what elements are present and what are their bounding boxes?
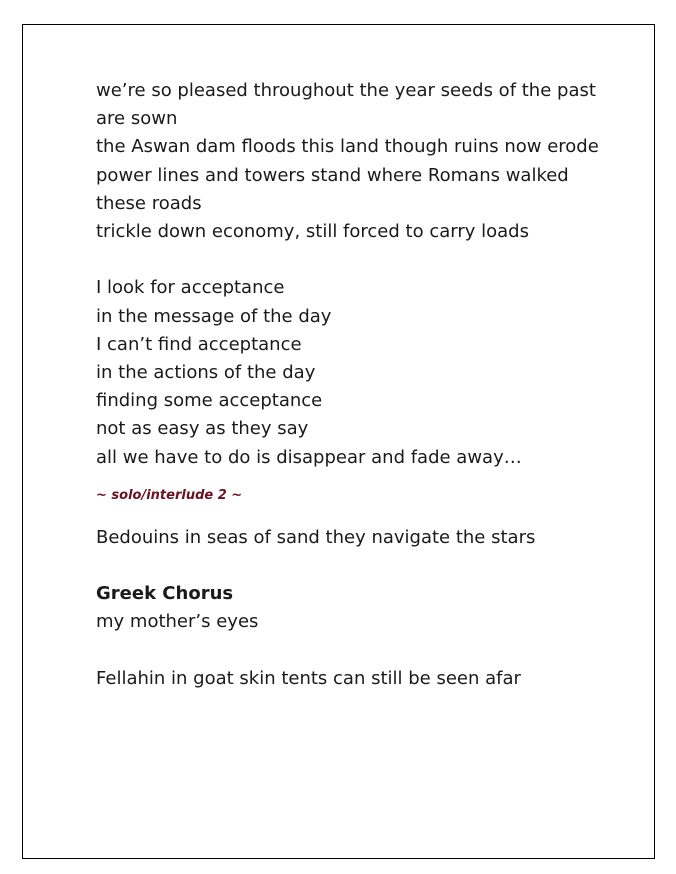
fellahin-line: Fellahin in goat skin tents can still be seen afar [96,667,521,689]
bedouins-line: Bedouins in seas of sand they navigate the stars [96,526,536,548]
chorus-line: my mother’s eyes [96,611,259,633]
lyric-line: in the message of the day [96,305,332,327]
stanza-gap [96,552,586,580]
lyric-line: all we have to do is disappear and fade away… [96,446,522,468]
lyric-line: trickle down economy, still forced to carry loads [96,221,529,243]
interlude-marker: ~ solo/interlude 2 ~ [96,487,243,503]
stanza-gap [96,637,586,665]
lyric-line: the Aswan dam floods this land though ruins now erode [96,136,599,158]
lyric-line: power lines and towers stand where Romans walked [96,164,569,186]
document-page [22,24,655,859]
lyrics-body [96,77,599,693]
lyric-line: we’re so pleased throughout the year seeds of the past [96,80,596,101]
lyric-line: in the actions of the day [96,362,316,384]
lyric-line: I can’t find acceptance [96,333,302,355]
lyric-line: finding some acceptance [96,390,323,412]
chorus-heading: Greek Chorus [96,583,234,605]
lyric-line: I look for acceptance [96,277,285,299]
stanza-gap [96,246,586,274]
lyric-line: these roads [96,192,202,214]
stanza-1 [96,77,599,246]
stanza-2 [96,274,586,471]
lyric-line: not as easy as they say [96,418,309,440]
lyric-line: are sown [96,108,178,130]
